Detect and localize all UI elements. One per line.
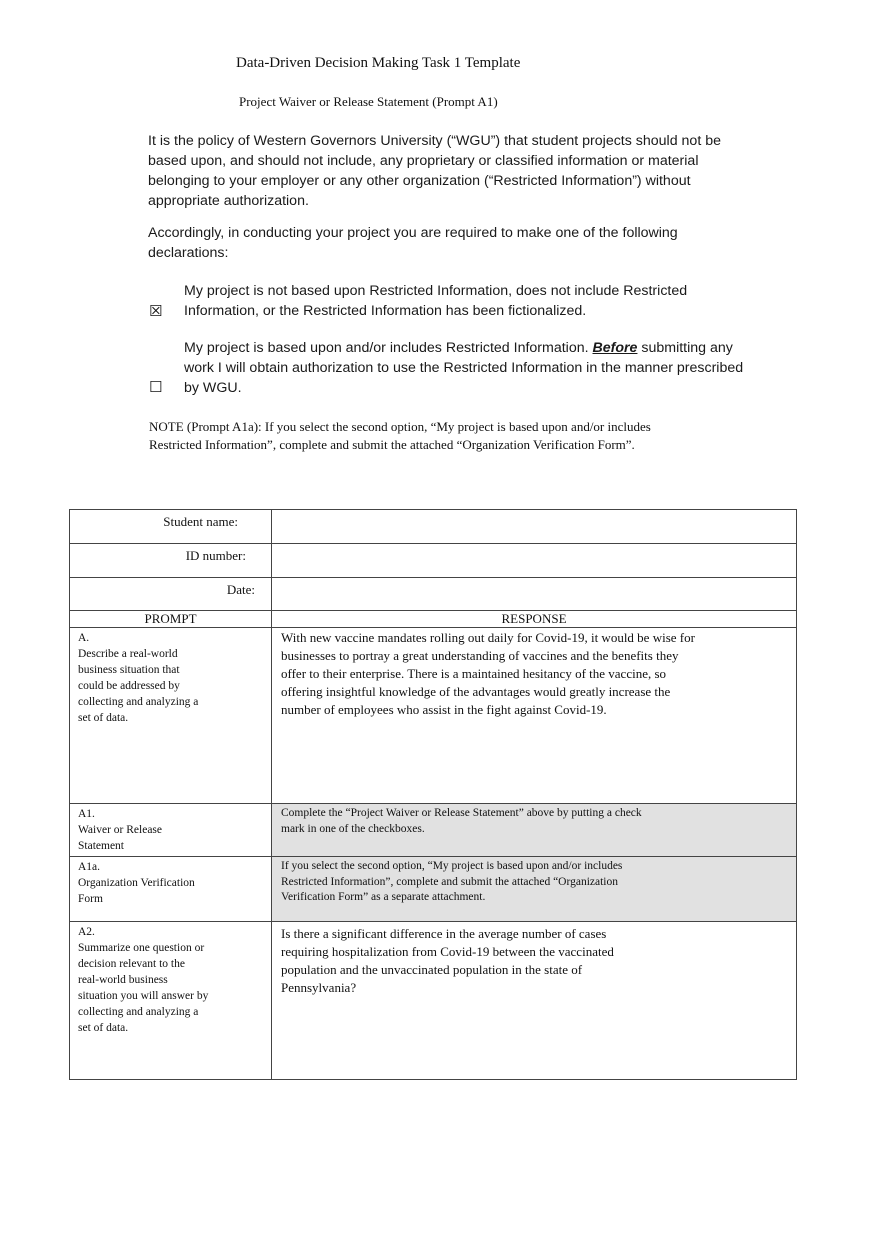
prompt-a1a-cell [70,857,272,922]
prompt-line: A. [78,632,90,644]
policy-paragraph: It is the policy of Western Governors University (“WGU”) that student projects should not be based upon, and should not include, any proprietary or classified information or material belonging to your employer or any other organization (“Restricted Information”) without appropriate authorization. [148,133,721,209]
id-number-label: ID number: [70,544,272,578]
option-1-checkbox[interactable]: ☒ [149,302,163,320]
response-a2-cell[interactable]: Is there a significant difference in the average number of cases requiring hospitalization from Covid-19 between the vaccinated population and the unvaccinated population in the state of Pennsylvania? [272,922,797,1080]
prompt-a1-cell [70,804,272,857]
response-a1-cell: Complete the “Project Waiver or Release Statement” above by putting a check mark in one of the checkboxes. [272,804,797,857]
prompt-line: Statement [78,840,124,852]
prompt-a-cell [70,628,272,804]
student-name-label: Student name: [70,510,272,544]
table-row [70,922,797,1080]
note-paragraph: NOTE (Prompt A1a): If you select the second option, “My project is based upon and/or includes Restricted Information”, complete and submit the attached “Organization Verification Form”. [149,419,651,452]
declaration-instruction: Accordingly, in conducting your project you are required to make one of the following declarations: [148,225,678,261]
prompt-line: Describe a real-world [78,648,178,660]
prompt-line: A1. [78,808,95,820]
prompt-line: Organization Verification [78,877,195,889]
option-2-checkbox[interactable]: ☐ [149,378,163,396]
prompt-line: real-world business [78,974,168,986]
option-2-text-after: submitting any work I will obtain authorization to use the Restricted Information in the manner prescribed by WGU. [184,340,744,396]
id-number-field[interactable] [272,544,797,578]
prompt-line: collecting and analyzing a [78,1006,199,1018]
prompt-line: A1a. [78,861,101,873]
date-label: Date: [70,578,272,611]
student-name-field[interactable] [272,510,797,544]
prompt-line: A2. [78,926,95,938]
prompt-line: decision relevant to the [78,958,185,970]
document-subtitle: Project Waiver or Release Statement (Prompt A1) [239,94,498,109]
response-a-cell[interactable]: With new vaccine mandates rolling out daily for Covid-19, it would be wise for businesses to portray a great understanding of vaccines and the benefits they offer to their enterprise. There is a maintained hesitancy of the vaccine, so offering insightful knowledge of the advantages would greatly increase the number of employees who assist in the fight against Covid-19. [272,628,797,804]
prompt-line: Waiver or Release [78,824,163,836]
response-a1a-cell: If you select the second option, “My project is based upon and/or includes Restricted Information”, complete and submit the attached “Organization Verification Form” as a separate attachment. [272,857,797,922]
prompt-line: set of data. [78,712,129,724]
option-2-text-before: My project is based upon and/or includes Restricted Information. [184,340,593,356]
table-row [70,857,797,922]
submission-form-table [69,509,797,1080]
option-1-label: My project is not based upon Restricted Information, does not include Restricted Information, or the Restricted Information has been fictionalized. [184,283,688,319]
document-title: Data-Driven Decision Making Task 1 Template [236,55,521,71]
option-2-emphasis: Before [592,340,638,356]
prompt-line: collecting and analyzing a [78,696,199,708]
prompt-line: Summarize one question or [78,942,205,954]
prompt-column-header: PROMPT [70,611,272,628]
response-column-header: RESPONSE [272,611,797,628]
prompt-line: situation you will answer by [78,990,209,1002]
prompt-line: business situation that [78,664,180,676]
prompt-line: set of data. [78,1022,129,1034]
date-field[interactable] [272,578,797,611]
table-row [70,628,797,804]
prompt-a2-cell [70,922,272,1080]
option-2-label [184,338,754,398]
prompt-line: Form [78,893,103,905]
prompt-line: could be addressed by [78,680,180,692]
table-row [70,804,797,857]
